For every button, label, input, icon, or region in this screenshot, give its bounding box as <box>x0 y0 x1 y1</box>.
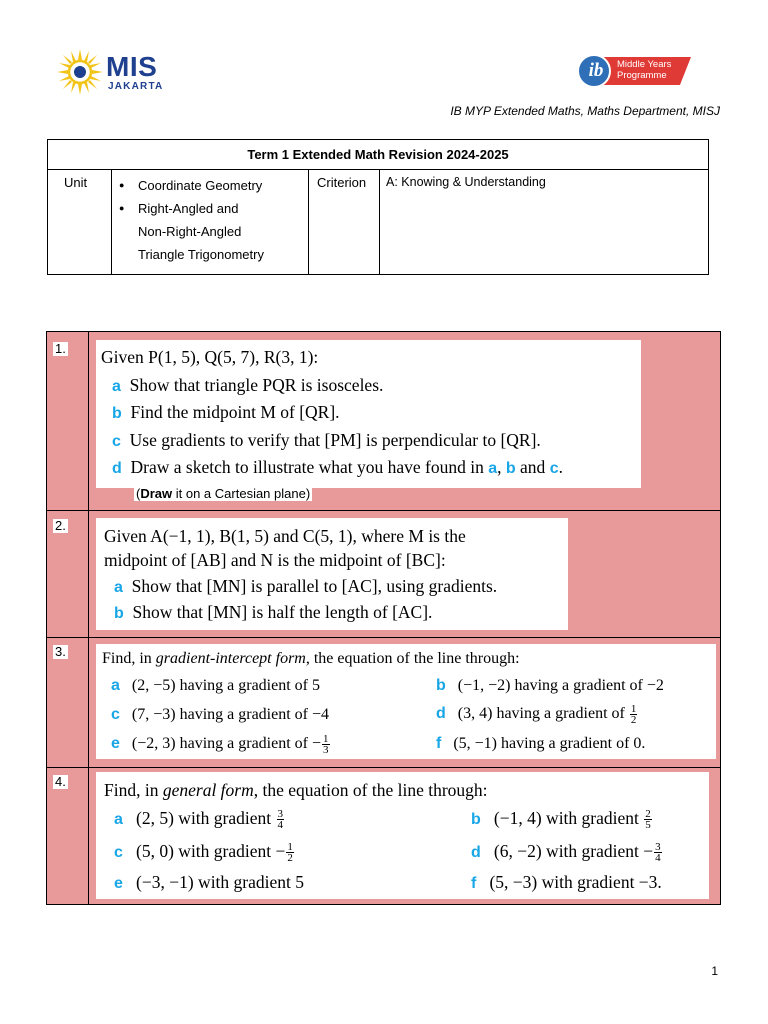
q4-part-d <box>471 841 663 863</box>
q1-part-a <box>112 375 383 396</box>
numerator: 2 <box>645 808 651 821</box>
part-text: (5, 0) with gradient − <box>136 841 286 861</box>
numerator: 1 <box>630 703 637 715</box>
criterion-value: A: Knowing & Understanding <box>380 170 709 275</box>
stem-post: , the equation of the line through: <box>305 650 520 667</box>
question-1-box <box>96 340 641 488</box>
q3-part-d <box>436 704 638 725</box>
ref-c: c <box>549 460 559 477</box>
q1-part-b <box>112 402 340 423</box>
q3-part-c <box>111 706 329 724</box>
info-table <box>47 139 709 275</box>
unit-item: ● Coordinate Geometry <box>116 174 308 197</box>
part-text: Draw a sketch to illustrate what you have found in <box>130 457 489 477</box>
row-divider <box>47 637 720 638</box>
denominator: 3 <box>323 744 329 756</box>
fraction <box>644 809 652 830</box>
ib-circle-icon <box>577 54 611 88</box>
part-label: d <box>436 705 446 723</box>
stem-emphasis: general form <box>162 780 254 800</box>
q2-part-b <box>114 602 432 623</box>
question-number-3: 3. <box>55 644 66 659</box>
part-label: c <box>112 433 121 450</box>
part-text: Find the midpoint M of [QR]. <box>130 402 340 422</box>
part-text: Show that [MN] is half the length of [AC]. <box>132 602 433 622</box>
part-text: (−3, −1) with gradient 5 <box>136 872 304 892</box>
q4-part-f <box>471 872 662 893</box>
denominator: 2 <box>287 852 293 865</box>
question-number-1: 1. <box>55 341 66 356</box>
unit-item: Non-Right-Angled <box>138 224 242 239</box>
q1-part-c <box>112 430 541 451</box>
part-text: Show that triangle PQR is isosceles. <box>129 375 384 395</box>
mis-subtitle: JAKARTA <box>108 81 164 92</box>
question-number-2: 2. <box>55 518 66 533</box>
part-label: b <box>471 811 481 828</box>
q1-stem: Given P(1, 5), Q(5, 7), R(3, 1): <box>101 347 319 367</box>
numerator: 1 <box>323 733 329 745</box>
q2-part-a <box>114 576 497 597</box>
part-label: c <box>111 706 120 723</box>
question-2-box <box>96 518 568 630</box>
ib-myp-logo <box>577 54 697 90</box>
ib-mark: ib <box>588 60 604 81</box>
note-rest: it on a Cartesian plane) <box>172 486 311 501</box>
part-text: (2, 5) with gradient <box>136 808 276 828</box>
part-text: Show that [MN] is parallel to [AC], using gradients. <box>131 576 498 596</box>
ib-programme-text: Middle Years Programme <box>617 59 672 81</box>
part-label: b <box>436 677 446 694</box>
q4-part-a <box>114 808 285 830</box>
part-label: d <box>471 844 481 861</box>
part-label: a <box>111 677 120 694</box>
note-bold: Draw <box>140 486 173 501</box>
row-divider <box>47 767 720 768</box>
part-text: (6, −2) with gradient − <box>493 841 654 861</box>
sun-icon <box>56 48 104 96</box>
fraction <box>286 842 294 863</box>
q3-part-a <box>111 677 320 695</box>
denominator: 4 <box>277 819 284 832</box>
unit-label: Unit <box>48 170 112 275</box>
numerator: 3 <box>655 841 661 854</box>
unit-list <box>112 170 309 275</box>
part-label: c <box>114 844 123 861</box>
q4-part-e <box>114 872 304 893</box>
part-text: (−1, −2) having a gradient of −2 <box>457 677 664 694</box>
note-open: ( <box>136 486 141 501</box>
q2-stem-2: midpoint of [AB] and N is the midpoint of [BC]: <box>104 550 446 570</box>
part-label: e <box>111 735 120 753</box>
part-label: a <box>112 378 121 395</box>
part-label: f <box>471 875 477 892</box>
fraction <box>630 704 638 725</box>
q3-stem <box>102 650 520 668</box>
numerator: 3 <box>277 808 284 821</box>
part-text: (5, −1) having a gradient of 0. <box>453 735 646 752</box>
q3-part-f <box>436 735 645 753</box>
row-divider <box>47 510 720 511</box>
q4-part-b <box>471 808 653 830</box>
department-line: IB MYP Extended Maths, Maths Department, MISJ <box>450 104 720 118</box>
full-stop: . <box>558 457 563 477</box>
page-number: 1 <box>711 964 718 978</box>
part-text: (5, −3) with gradient −3. <box>489 872 662 892</box>
fraction <box>322 734 330 755</box>
info-title: Term 1 Extended Math Revision 2024-2025 <box>48 140 709 170</box>
questions-table <box>46 331 721 905</box>
mis-wordmark: MIS <box>106 51 158 82</box>
part-text: (2, −5) having a gradient of 5 <box>131 677 320 694</box>
ref-a: a <box>488 460 498 477</box>
q3-part-b <box>436 677 664 695</box>
unit-item: Triangle Trigonometry <box>138 247 264 262</box>
fraction <box>277 809 285 830</box>
question-4-box <box>96 772 709 899</box>
q1-part-d <box>112 457 563 478</box>
part-label: f <box>436 735 442 752</box>
criterion-label: Criterion <box>309 170 380 275</box>
question-number-4: 4. <box>55 774 66 789</box>
ref-b: b <box>505 460 516 477</box>
part-text: (3, 4) having a gradient of <box>457 705 629 723</box>
q4-part-c <box>114 841 295 863</box>
and-word: and <box>515 457 550 477</box>
part-text: (−2, 3) having a gradient of − <box>131 735 322 753</box>
part-text: Use gradients to verify that [PM] is perpendicular to [QR]. <box>129 430 541 450</box>
part-label: b <box>114 605 124 622</box>
denominator: 5 <box>645 819 651 832</box>
fraction <box>654 842 662 863</box>
denominator: 2 <box>630 714 637 726</box>
stem-pre: Find, in <box>104 780 163 800</box>
q4-stem <box>104 780 488 801</box>
part-text: (−1, 4) with gradient <box>493 808 644 828</box>
q1-note <box>134 486 312 501</box>
numerator: 1 <box>287 841 293 854</box>
stem-emphasis: gradient-intercept form <box>155 650 306 667</box>
stem-pre: Find, in <box>102 650 156 667</box>
comma: , <box>497 457 506 477</box>
stem-post: , the equation of the line through: <box>253 780 488 800</box>
part-label: e <box>114 875 123 892</box>
column-divider <box>88 332 89 904</box>
part-label: a <box>114 811 123 828</box>
unit-item: ● Right-Angled and <box>116 197 308 220</box>
q2-stem-1: Given A(−1, 1), B(1, 5) and C(5, 1), where M is the <box>104 526 466 546</box>
part-label: d <box>112 460 122 477</box>
part-text: (7, −3) having a gradient of −4 <box>131 706 330 723</box>
part-label: b <box>112 405 122 422</box>
q3-part-e <box>111 734 331 755</box>
denominator: 4 <box>655 852 661 865</box>
part-label: a <box>114 579 123 596</box>
question-3-box <box>96 644 716 759</box>
mis-logo <box>56 48 176 98</box>
